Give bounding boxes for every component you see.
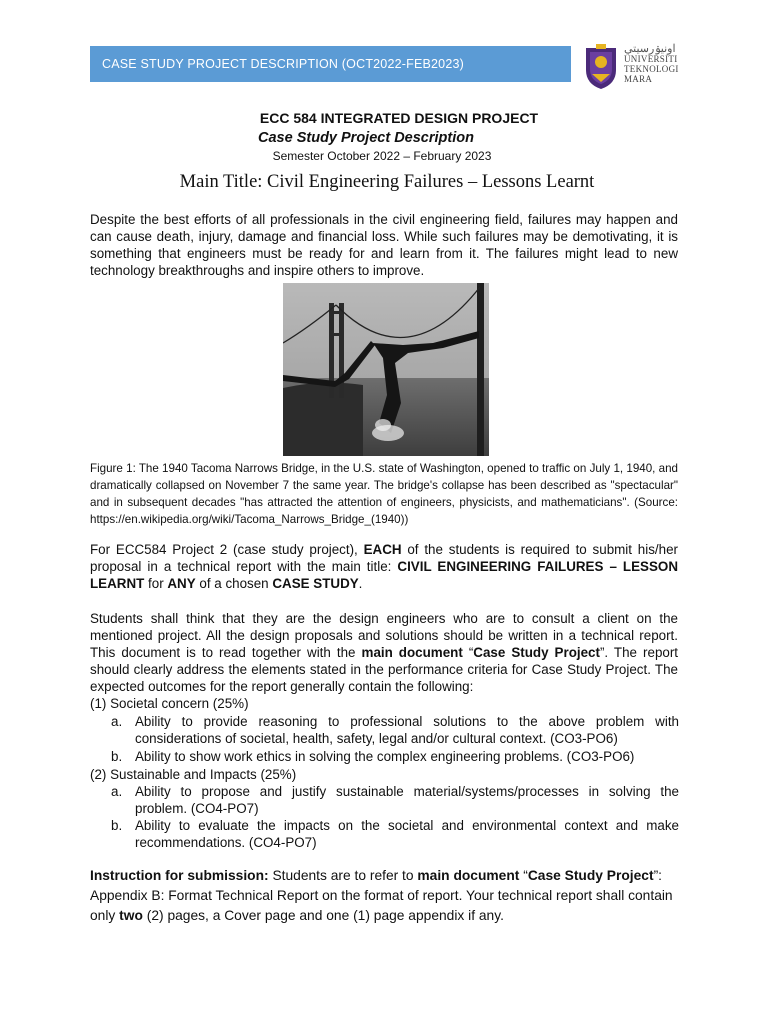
project-requirement-paragraph: For ECC584 Project 2 (case study project), EACH of the students is required to submit his/her proposal in a technical report with the main title: CIVIL ENGINEERING FAILURES – LESSON LEARNT for ANY of a chosen CASE STUDY. bbox=[90, 542, 678, 591]
course-title: ECC 584 INTEGRATED DESIGN PROJECT bbox=[259, 110, 539, 126]
intro-paragraph: Despite the best efforts of all professionals in the civil engineering field, failures may happen and can cause death, injury, damage and financial loss. While such failures may be demotivating, it is something that engineers must be ready for and learn from it. The failures might lead to new technology breakthroughs and inspire others to improve. bbox=[90, 212, 678, 278]
tacoma-bridge-photo bbox=[283, 283, 489, 456]
logo-jawi-text: اونيۏرسيتي bbox=[624, 42, 676, 55]
crest-icon bbox=[582, 42, 620, 90]
main-title: Main Title: Civil Engineering Failures – Lessons Learnt bbox=[179, 172, 595, 192]
uitm-logo bbox=[582, 42, 692, 90]
outcome-item: a. Ability to provide reasoning to professional solutions to the above problem with considerations of societal, health, safety, legal and/or cultural context. (CO3-PO6) bbox=[111, 714, 679, 746]
outcome-item: b. Ability to show work ethics in solving the complex engineering problems. (CO3-PO6) bbox=[111, 749, 635, 764]
document-subtitle: Case Study Project Description bbox=[258, 130, 474, 146]
header-banner: CASE STUDY PROJECT DESCRIPTION (OCT2022-FEB2023) bbox=[90, 46, 571, 82]
outcome-heading-2: (2) Sustainable and Impacts (25%) bbox=[90, 767, 297, 782]
outcome-item: b. Ability to evaluate the impacts on the societal and environmental context and make recommendations. (CO4-PO7) bbox=[111, 818, 679, 850]
submission-instruction: Instruction for submission: Students are to refer to main document “Case Study Project”: Appendix B: Format Technical Report on the format of report. Your technical report shall contain only two (2) pages, a Cover page and one (1) page appendix if any. bbox=[90, 868, 673, 923]
outcome-heading-1: (1) Societal concern (25%) bbox=[90, 696, 249, 711]
figure-caption: Figure 1: The 1940 Tacoma Narrows Bridge, in the U.S. state of Washington, opened to traffic on July 1, 1940, and dramatically collapsed on November 7 the same year. The bridge's collapse has been described as "spectacular" and in subsequent decades "has attracted the attention of engineers, physicists, and mathematicians". (Source: https://en.wikipedia.org/wiki/Tacoma_Narrows_Bridge_(1940)) bbox=[90, 462, 678, 526]
logo-university-name: UNIVERSITI TEKNOLOGI MARA bbox=[624, 54, 679, 84]
semester-line: Semester October 2022 – February 2023 bbox=[272, 149, 492, 163]
outcome-item: a. Ability to propose and justify sustainable material/systems/processes in solving the problem. (CO4-PO7) bbox=[111, 784, 679, 816]
instructions-paragraph: Students shall think that they are the design engineers who are to consult a client on the mentioned project. All the design proposals and solutions should be written in a technical report. This document is to read together with the main document “Case Study Project”. The report should clearly address the elements stated in the performance criteria for Case Study Project. The expected outcomes for the report generally contain the following: bbox=[90, 611, 679, 694]
